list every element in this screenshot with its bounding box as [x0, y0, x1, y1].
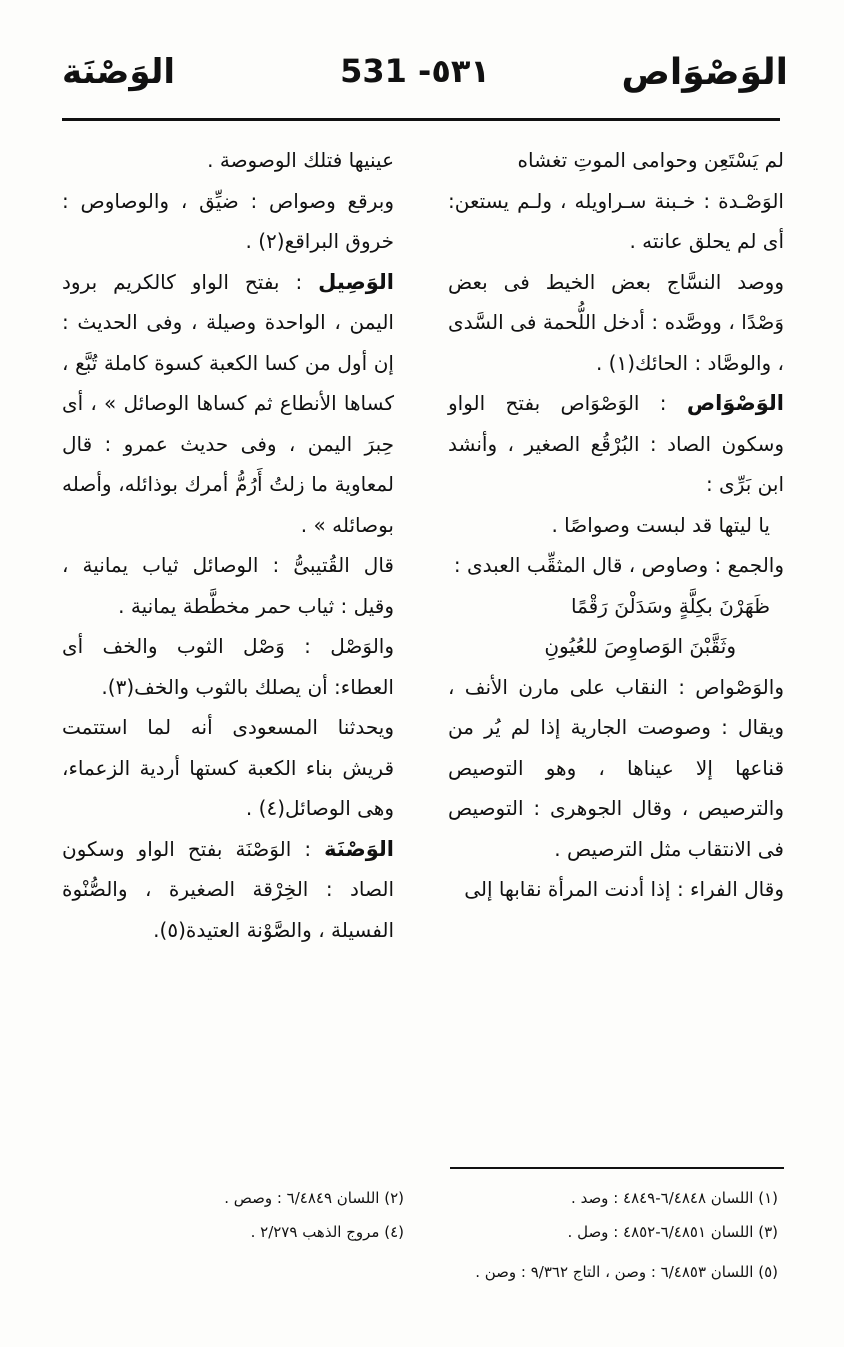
- paragraph: والوَصْواص : النقاب على مارن الأنف ، ويقال : وصوصت الجارية إذا لم يُر من قناعها إلا عيناها ، وهو التوصيص والترصيص ، وقال الجوهرى : التوصيص فى الانتقاب مثل الترصيص .: [448, 674, 784, 861]
- page-number: [300, 52, 530, 90]
- page-number-latin: 531: [340, 52, 407, 90]
- entry-text: : الوَصْنَة بفتح الواو وسكون الصاد : الخِرْقة الصغيرة ، والصُّنْوة الفسيلة ، والصَّوْنة العتيدة(٥).: [62, 836, 394, 942]
- running-head-left: الوَصْنَة: [62, 52, 176, 92]
- dictionary-entry: [62, 829, 394, 951]
- dictionary-entry: [448, 383, 784, 505]
- header-rule: [62, 118, 780, 121]
- entry-headword: الوَصْنَة: [324, 836, 394, 861]
- footnote-3: (٣) اللسان ٦/٤٨٥١-٤٨٥٢ : وصل .: [567, 1223, 778, 1241]
- left-column: [62, 140, 394, 950]
- entry-text: : بفتح الواو كالكريم برود اليمن ، الواحدة وصيلة ، وفى الحديث : إن أول من كسا الكعبة كسوة كاملة تُبَّع ، كساها الأنطاع ثم كساها الوصائل » ، أى حِبرَ اليمن ، وفى حديث عمرو : قال لمعاوية ما زلتُ أَرُمُّ أمرك بوذائله، وأصله بوصائله » .: [62, 269, 394, 537]
- paragraph: قال القُتيبىُّ : الوصائل ثياب يمانية ، وقيل : ثياب حمر مخطَّطة يمانية .: [62, 553, 394, 618]
- paragraph: والوَصْل : وَصْل الثوب والخف أى العطاء: أن يصلك بالثوب والخف(٣).: [62, 634, 394, 699]
- entry-text: : الوَصْوَاص بفتح الواو وسكون الصاد : البُرْقُع الصغير ، وأنشد ابن بَرِّى :: [448, 391, 784, 496]
- paragraph: والجمع : وصاوص ، قال المثقِّب العبدى :: [453, 553, 784, 577]
- entry-headword: الوَصِيل: [318, 269, 394, 294]
- running-head-right: الوَصْوَاص: [621, 52, 788, 93]
- paragraph: وقال الفراء : إذا أدنت المرأة نقابها إلى: [464, 877, 784, 901]
- paragraph: ووصد النسَّاج بعض الخيط فى بعض وَصْدًا ، ووصَّده : أدخل اللُّحمة فى السَّدى ، والوصَّاد : الحائك(١) .: [448, 269, 784, 375]
- paragraph: وبرقع وصواص : ضيِّق ، والوصاوص : خروق البراقع(٢) .: [62, 188, 394, 253]
- footnote-2: (٢) اللسان ٦/٤٨٤٩ : وصص .: [224, 1189, 404, 1207]
- footnote-rule: [450, 1167, 784, 1169]
- entry-headword: الوَصْوَاص: [686, 391, 784, 415]
- poem-line: يا ليتها قد لبست وصواصًا .: [551, 512, 770, 537]
- footnote-5: (٥) اللسان ٦/٤٨٥٣ : وصن ، التاج ٩/٣٦٢ : وصن .: [475, 1263, 778, 1281]
- poem-line: وثَقَّبْنَ الوَصاوِصَ للعُيُونِ: [544, 634, 736, 658]
- right-column: [448, 140, 784, 910]
- paragraph: لم يَسْتَعِن وحوامى الموتِ تغشاه: [517, 148, 784, 172]
- footnote-4: (٤) مروج الذهب ٢/٢٧٩ .: [250, 1223, 404, 1241]
- paragraph: عينيها فتلك الوصوصة .: [207, 148, 394, 172]
- dictionary-entry: [62, 262, 394, 546]
- poem-line: ظَهَرْنَ بكِلَّةٍ وسَدَلْنَ رَقْمًا: [571, 593, 770, 618]
- paragraph: ويحدثنا المسعودى أنه لما استتمت قريش بناء الكعبة كستها أردية الزعماء، وهى الوصائل(٤) .: [62, 715, 394, 820]
- footnote-1: (١) اللسان ٦/٤٨٤٨-٤٨٤٩ : وصد .: [571, 1189, 778, 1207]
- paragraph: الوَصْـدة : خـبنة سـراويله ، ولـم يستعن: أى لم يحلق عانته .: [448, 188, 784, 253]
- page-number-arabic: -٥٣١: [418, 52, 490, 90]
